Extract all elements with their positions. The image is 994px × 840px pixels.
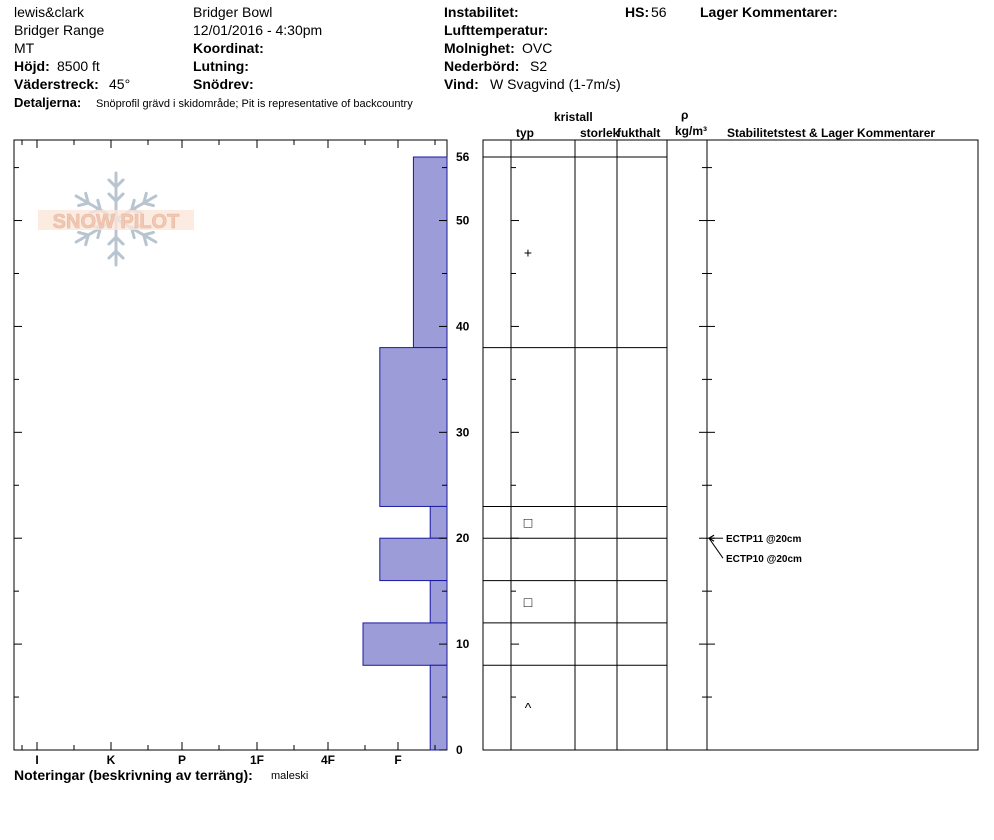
hs-label: HS: <box>625 4 650 20</box>
sky-value: OVC <box>522 40 553 56</box>
wind-value: W Svagvind (1-7m/s) <box>490 76 621 92</box>
instability-label: Instabilitet: <box>444 4 519 20</box>
aspect-label: Väderstreck: <box>14 76 99 92</box>
size-header: storlek <box>580 126 620 140</box>
hardness-bar <box>363 623 447 665</box>
logo-text: SNOW PILOT <box>52 211 180 233</box>
notes-label: Noteringar (beskrivning av terräng): <box>14 767 253 783</box>
state: MT <box>14 40 35 56</box>
stability-test-leader <box>709 538 723 558</box>
density-unit-header: kg/m³ <box>675 124 708 138</box>
aspect-value: 45° <box>109 76 131 92</box>
precip-value: S2 <box>530 58 548 74</box>
hardness-tick-label: 4F <box>320 753 336 767</box>
depth-tick-label: 40 <box>456 319 470 334</box>
details-label: Detaljerna: <box>14 95 82 110</box>
notes-value: maleski <box>271 770 309 782</box>
snowpilot-logo <box>38 173 194 265</box>
hardness-bar <box>430 665 447 750</box>
hardness-bar <box>380 348 447 507</box>
layer-table-frame <box>483 140 978 750</box>
details-value: Snöprofil grävd i skidområde; Pit is representative of backcountry <box>96 98 413 110</box>
grain-type-symbol: □ <box>523 593 533 610</box>
stability-header: Stabilitetstest & Lager Kommentarer <box>727 126 936 140</box>
grain-type-symbol: ^ <box>524 699 532 716</box>
hardness-bar <box>413 157 447 348</box>
hardness-bar <box>380 538 447 580</box>
depth-tick-label: 10 <box>456 637 470 652</box>
stability-test-label: ECTP10 @20cm <box>726 554 802 566</box>
location-name: Bridger Bowl <box>193 4 273 20</box>
moisture-header: fukthalt <box>617 126 661 140</box>
stability-test-label: ECTP11 @20cm <box>726 534 802 546</box>
depth-tick-label: 56 <box>456 150 470 164</box>
observer-name: lewis&clark <box>14 4 85 20</box>
depth-tick-label: 20 <box>456 531 470 546</box>
rho-header: ρ <box>681 108 689 122</box>
depth-tick-label: 0 <box>456 743 463 757</box>
datetime: 12/01/2016 - 4:30pm <box>193 22 323 38</box>
grain-type-symbol: □ <box>523 514 533 531</box>
elev-value: 8500 ft <box>57 58 100 74</box>
precip-label: Nederbörd: <box>444 58 520 74</box>
hardness-bar <box>430 506 447 538</box>
depth-tick-label: 50 <box>456 213 470 228</box>
hardness-tick-label: I <box>35 753 39 767</box>
wind-label: Vind: <box>444 76 479 92</box>
drift-label: Snödrev: <box>193 76 254 92</box>
slope-label: Lutning: <box>193 58 249 74</box>
hs-value: 56 <box>651 4 667 20</box>
layer-comments-label: Lager Kommentarer: <box>700 4 838 20</box>
range-name: Bridger Range <box>14 22 105 38</box>
sky-label: Molnighet: <box>444 40 515 56</box>
hardness-tick-label: 1F <box>249 753 265 767</box>
air-temp-label: Lufttemperatur: <box>444 22 549 38</box>
hardness-tick-label: P <box>177 753 187 767</box>
grain-type-symbol: + <box>523 244 533 261</box>
depth-tick-label: 30 <box>456 425 470 440</box>
hardness-bar <box>430 581 447 623</box>
hardness-tick-label: F <box>394 753 402 767</box>
elev-label: Höjd: <box>14 58 50 74</box>
hardness-tick-label: K <box>106 753 116 767</box>
type-header: typ <box>516 126 534 140</box>
coord-label: Koordinat: <box>193 40 264 56</box>
snowflake-branch <box>79 203 89 206</box>
crystal-header: kristall <box>554 110 593 124</box>
